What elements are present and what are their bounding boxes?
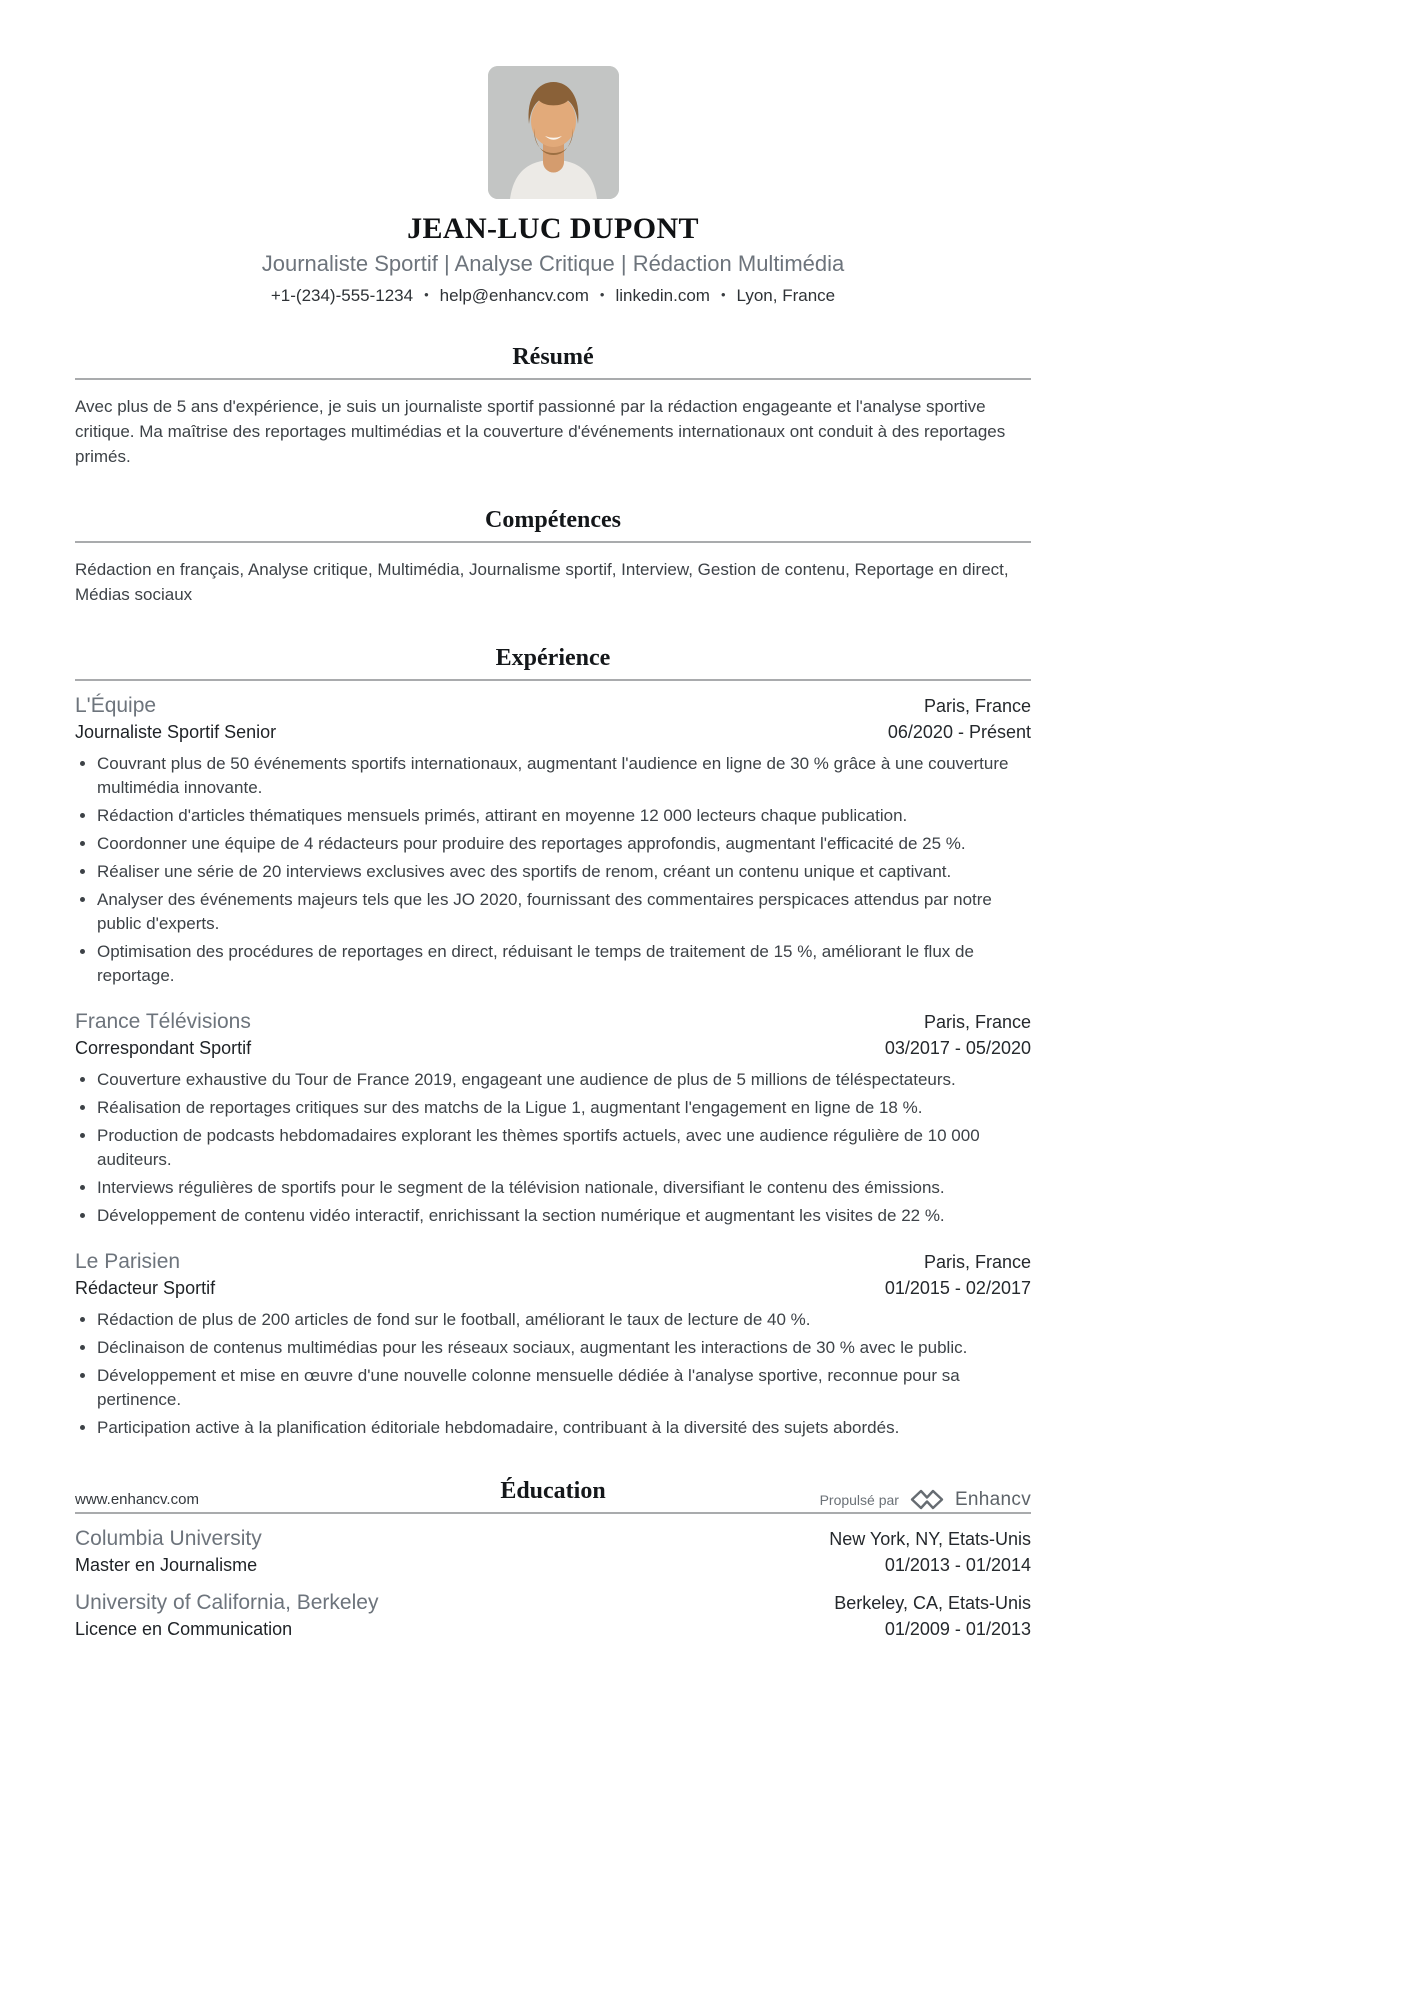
- school-name: Columbia University: [75, 1527, 262, 1550]
- powered-by: [820, 1488, 1031, 1511]
- company-name: Le Parisien: [75, 1250, 181, 1273]
- skills-text: Rédaction en français, Analyse critique, Multimédia, Journalisme sportif, Interview, Gestion de contenu, Reportage en direct, Médias sociaux: [75, 560, 1009, 604]
- candidate-tagline: Journaliste Sportif | Analyse Critique | Rédaction Multimédia: [261, 251, 845, 276]
- entry-header-row: [75, 1250, 1031, 1274]
- company-name: France Télévisions: [75, 1010, 251, 1033]
- summary-text: Avec plus de 5 ans d'expérience, je suis un journaliste sportif passionné par la rédaction engageante et l'analyse sportive critique. Ma maîtrise des reportages multimédias et la couverture d'événements internationaux ont conduit à des reportages primés.: [75, 397, 1006, 466]
- entry-dates: 06/2020 - Présent: [887, 722, 1031, 742]
- entry-dates: 01/2015 - 02/2017: [884, 1278, 1031, 1298]
- experience-entry: [75, 1250, 1031, 1440]
- bullet-item: • Production de podcasts hebdomadaires explorant les thèmes sportifs actuels, avec une audience régulière de 10 000 auditeurs.: [97, 1124, 1031, 1172]
- bullet-item: • Couvrant plus de 50 événements sportifs internationaux, augmentant l'audience en ligne de 30 % grâce à une couverture multimédia innovante.: [97, 752, 1031, 800]
- entry-header-row: [75, 694, 1031, 718]
- entry-location: Paris, France: [923, 1012, 1031, 1032]
- enhancv-website-link[interactable]: www.enhancv.com: [75, 1491, 199, 1508]
- bullet-item: • Réalisation de reportages critiques sur des matchs de la Ligue 1, augmentant l'engagement en ligne de 18 %.: [97, 1096, 1031, 1120]
- company-name: L'Équipe: [75, 694, 157, 717]
- profile-photo: [488, 66, 619, 199]
- bullet-item: • Coordonner une équipe de 4 rédacteurs pour produire des reportages approfondis, augmentant l'efficacité de 25 %.: [97, 832, 1031, 856]
- experience-section: [75, 645, 1031, 1440]
- entry-subheader-row: [75, 718, 1031, 743]
- entry-header-row: [75, 1591, 1031, 1615]
- entry-location: Paris, France: [923, 1252, 1031, 1272]
- entry-subheader-row: [75, 1034, 1031, 1059]
- job-title: Correspondant Sportif: [75, 1038, 252, 1058]
- school-name: University of California, Berkeley: [75, 1591, 379, 1614]
- bullet-item: • Déclinaison de contenus multimédias pour les réseaux sociaux, augmentant les interactions de 30 % avec le public.: [97, 1336, 1031, 1360]
- entry-header-row: [75, 1527, 1031, 1551]
- entry-subheader-row: [75, 1615, 1031, 1640]
- page-footer: [75, 1488, 1031, 1511]
- job-title: Rédacteur Sportif: [75, 1278, 216, 1298]
- entry-dates: 01/2009 - 01/2013: [884, 1619, 1031, 1639]
- entry-dates: 03/2017 - 05/2020: [884, 1038, 1031, 1058]
- entry-subheader-row: [75, 1274, 1031, 1299]
- experience-section-title: Expérience: [495, 645, 611, 671]
- bullet-item: • Rédaction de plus de 200 articles de fond sur le football, améliorant le taux de lecture de 40 %.: [97, 1308, 1031, 1332]
- phone-number: +1-(234)-555-1234: [270, 286, 414, 305]
- education-section-title: Éducation: [500, 1478, 606, 1504]
- section-divider: [75, 1512, 1031, 1514]
- resume-header: [75, 66, 1031, 306]
- bullet-list: [75, 752, 1031, 988]
- email-link[interactable]: • help@enhancv.com: [413, 286, 589, 305]
- bullet-item: • Rédaction d'articles thématiques mensuels primés, attirant en moyenne 12 000 lecteurs chaque publication.: [97, 804, 1031, 828]
- experience-entry: [75, 1010, 1031, 1228]
- experience-entry: [75, 694, 1031, 988]
- skills-section: [75, 507, 1031, 607]
- summary-section: [75, 344, 1031, 469]
- bullet-item: • Couverture exhaustive du Tour de France 2019, engageant une audience de plus de 5 millions de téléspectateurs.: [97, 1068, 1031, 1092]
- entry-location: New York, NY, Etats-Unis: [829, 1529, 1031, 1549]
- degree-title: Licence en Communication: [75, 1619, 293, 1639]
- bullet-item: • Interviews régulières de sportifs pour le segment de la télévision nationale, diversifiant le contenu des émissions.: [97, 1176, 1031, 1200]
- enhancv-brand-text: Enhancv: [954, 1488, 1031, 1510]
- bullet-item: • Optimisation des procédures de reportages en direct, réduisant le temps de traitement de 15 %, améliorant le flux de reportage.: [97, 940, 1031, 988]
- bullet-item: • Participation active à la planification éditoriale hebdomadaire, contribuant à la diversité des sujets abordés.: [97, 1416, 1031, 1440]
- entry-location: Paris, France: [923, 696, 1031, 716]
- bullet-item: • Réaliser une série de 20 interviews exclusives avec des sportifs de renom, créant un contenu unique et captivant.: [97, 860, 1031, 884]
- entry-location: Berkeley, CA, Etats-Unis: [834, 1593, 1031, 1613]
- bullet-item: • Développement et mise en œuvre d'une nouvelle colonne mensuelle dédiée à l'analyse sportive, reconnue pour sa pertinence.: [97, 1364, 1031, 1412]
- powered-by-label: Propulsé par: [819, 1491, 899, 1508]
- job-title: Journaliste Sportif Senior: [75, 722, 277, 742]
- summary-section-title: Résumé: [512, 344, 594, 370]
- entry-subheader-row: [75, 1551, 1031, 1576]
- resume-page: [75, 0, 1031, 1640]
- section-divider: [75, 541, 1031, 543]
- education-entry: [75, 1591, 1031, 1640]
- entry-dates: 01/2013 - 01/2014: [884, 1555, 1031, 1575]
- section-divider: [75, 679, 1031, 681]
- location-text: • Lyon, France: [710, 286, 835, 305]
- degree-title: Master en Journalisme: [75, 1555, 258, 1575]
- linkedin-link[interactable]: • linkedin.com: [589, 286, 710, 305]
- skills-section-title: Compétences: [485, 507, 621, 533]
- bullet-item: • Développement de contenu vidéo interactif, enrichissant la section numérique et augmentant les visites de 22 %.: [97, 1204, 1031, 1228]
- bullet-list: [75, 1308, 1031, 1440]
- contact-row: [75, 286, 1031, 306]
- section-divider: [75, 378, 1031, 380]
- person-avatar-graphic: [488, 66, 619, 199]
- education-entry: [75, 1527, 1031, 1576]
- enhancv-logo-icon: [909, 1488, 945, 1511]
- bullet-list: [75, 1068, 1031, 1228]
- bullet-item: • Analyser des événements majeurs tels que les JO 2020, fournissant des commentaires perspicaces attendus par notre public d'experts.: [97, 888, 1031, 936]
- entry-header-row: [75, 1010, 1031, 1034]
- candidate-name: JEAN-LUC DUPONT: [407, 212, 699, 245]
